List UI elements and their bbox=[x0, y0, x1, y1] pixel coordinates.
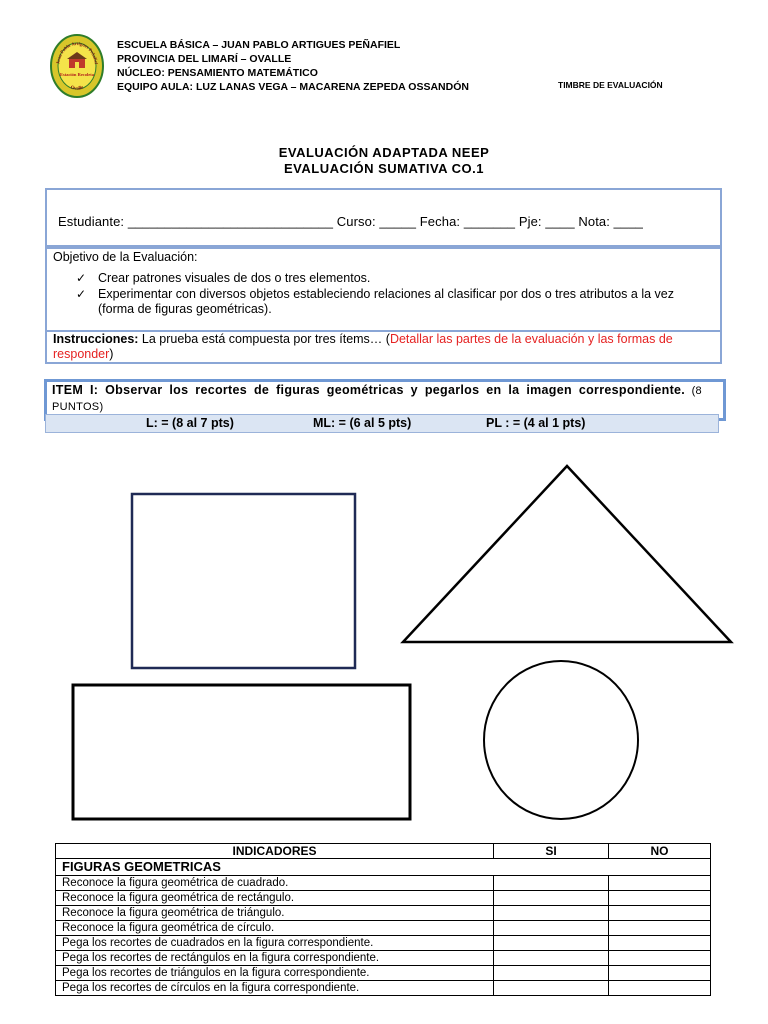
item-points: (8 PUNTOS) bbox=[52, 385, 702, 413]
student-info-line[interactable]: Estudiante: ____________________________ Curso: _____ Fecha: _______ Pje: ____ Nota: ____ bbox=[58, 214, 643, 229]
school-logo bbox=[50, 34, 104, 98]
level-ml: ML: = (6 al 5 pts) bbox=[313, 416, 412, 430]
circle-shape[interactable] bbox=[484, 661, 638, 819]
objetivo-title: Objetivo de la Evaluación: bbox=[53, 250, 198, 264]
objetivo-item-text: Crear patrones visuales de dos o tres elementos. bbox=[98, 271, 371, 285]
table-row bbox=[56, 951, 711, 966]
objetivo-item-text: Experimentar con diversos objetos estableciendo relaciones al clasificar por dos o tres atributos a la vez (forma de figuras geométricas). bbox=[98, 287, 674, 316]
school-nucleus: NÚCLEO: PENSAMIENTO MATEMÁTICO bbox=[117, 67, 318, 79]
no-cell[interactable] bbox=[609, 951, 711, 966]
header-no: NO bbox=[609, 844, 711, 859]
shapes-area bbox=[0, 440, 768, 840]
si-cell[interactable] bbox=[494, 936, 609, 951]
table-row bbox=[56, 936, 711, 951]
no-cell[interactable] bbox=[609, 906, 711, 921]
school-team: EQUIPO AULA: LUZ LANAS VEGA – MACARENA ZEPEDA OSSANDÓN bbox=[117, 81, 469, 93]
si-cell[interactable] bbox=[494, 951, 609, 966]
no-cell[interactable] bbox=[609, 981, 711, 996]
si-cell[interactable] bbox=[494, 921, 609, 936]
no-cell[interactable] bbox=[609, 936, 711, 951]
title-line-2: EVALUACIÓN SUMATIVA CO.1 bbox=[283, 161, 485, 176]
instrucciones-label: Instrucciones: bbox=[53, 332, 139, 346]
rectangle-shape[interactable] bbox=[73, 685, 410, 819]
instrucciones-text bbox=[53, 332, 721, 362]
table-row bbox=[56, 981, 711, 996]
header-indicadores: INDICADORES bbox=[56, 844, 494, 859]
level-l: L: = (8 al 7 pts) bbox=[146, 416, 234, 430]
indicator-text: Reconoce la figura geométrica de triángulo. bbox=[56, 906, 494, 921]
indicator-text: Pega los recortes de triángulos en la figura correspondiente. bbox=[56, 966, 494, 981]
no-cell[interactable] bbox=[609, 921, 711, 936]
school-name: ESCUELA BÁSICA – JUAN PABLO ARTIGUES PEÑAFIEL bbox=[117, 39, 401, 51]
indicators-table bbox=[55, 843, 711, 996]
indicator-text: Pega los recortes de círculos en la figura correspondiente. bbox=[56, 981, 494, 996]
table-row bbox=[56, 906, 711, 921]
school-info bbox=[117, 38, 469, 94]
no-cell[interactable] bbox=[609, 876, 711, 891]
item-title bbox=[52, 383, 702, 415]
header-si: SI bbox=[494, 844, 609, 859]
si-cell[interactable] bbox=[494, 906, 609, 921]
indicator-text: Pega los recortes de rectángulos en la figura correspondiente. bbox=[56, 951, 494, 966]
table-group-row bbox=[56, 859, 711, 876]
triangle-shape[interactable] bbox=[403, 466, 731, 642]
indicator-text: Reconoce la figura geométrica de círculo. bbox=[56, 921, 494, 936]
no-cell[interactable] bbox=[609, 891, 711, 906]
check-icon: ✓ bbox=[76, 287, 87, 301]
title-line-1: EVALUACIÓN ADAPTADA NEEP bbox=[278, 145, 490, 160]
check-icon: ✓ bbox=[76, 271, 87, 285]
logo-bottom-text: Ovalle bbox=[69, 85, 85, 92]
si-cell[interactable] bbox=[494, 891, 609, 906]
school-province: PROVINCIA DEL LIMARÍ – OVALLE bbox=[117, 53, 292, 65]
timbre-label: TIMBRE DE EVALUACIÓN bbox=[558, 80, 663, 90]
table-row bbox=[56, 876, 711, 891]
indicator-text: Pega los recortes de cuadrados en la figura correspondiente. bbox=[56, 936, 494, 951]
table-row bbox=[56, 966, 711, 981]
level-pl: PL : = (4 al 1 pts) bbox=[486, 416, 586, 430]
indicator-text: Reconoce la figura geométrica de rectángulo. bbox=[56, 891, 494, 906]
table-row bbox=[56, 921, 711, 936]
square-shape[interactable] bbox=[132, 494, 355, 668]
logo-top-text: Juan Pablo Artigues Peñafiel bbox=[55, 40, 99, 65]
no-cell[interactable] bbox=[609, 966, 711, 981]
item-instruction: ITEM I: Observar los recortes de figuras geométricas y pegarlos en la imagen correspondiente. bbox=[52, 383, 686, 397]
si-cell[interactable] bbox=[494, 966, 609, 981]
table-header-row bbox=[56, 844, 711, 859]
table-row bbox=[56, 891, 711, 906]
si-cell[interactable] bbox=[494, 981, 609, 996]
group-figuras: FIGURAS GEOMETRICAS bbox=[56, 859, 711, 876]
indicator-text: Reconoce la figura geométrica de cuadrado. bbox=[56, 876, 494, 891]
si-cell[interactable] bbox=[494, 876, 609, 891]
logo-mid-text: Estación Recoleta bbox=[59, 72, 95, 77]
instrucciones-note: Detallar las partes de la evaluación y las formas de responder bbox=[53, 332, 673, 361]
instrucciones-body: La prueba está compuesta por tres ítems… ( bbox=[138, 332, 390, 346]
instrucciones-close: ) bbox=[109, 347, 114, 361]
